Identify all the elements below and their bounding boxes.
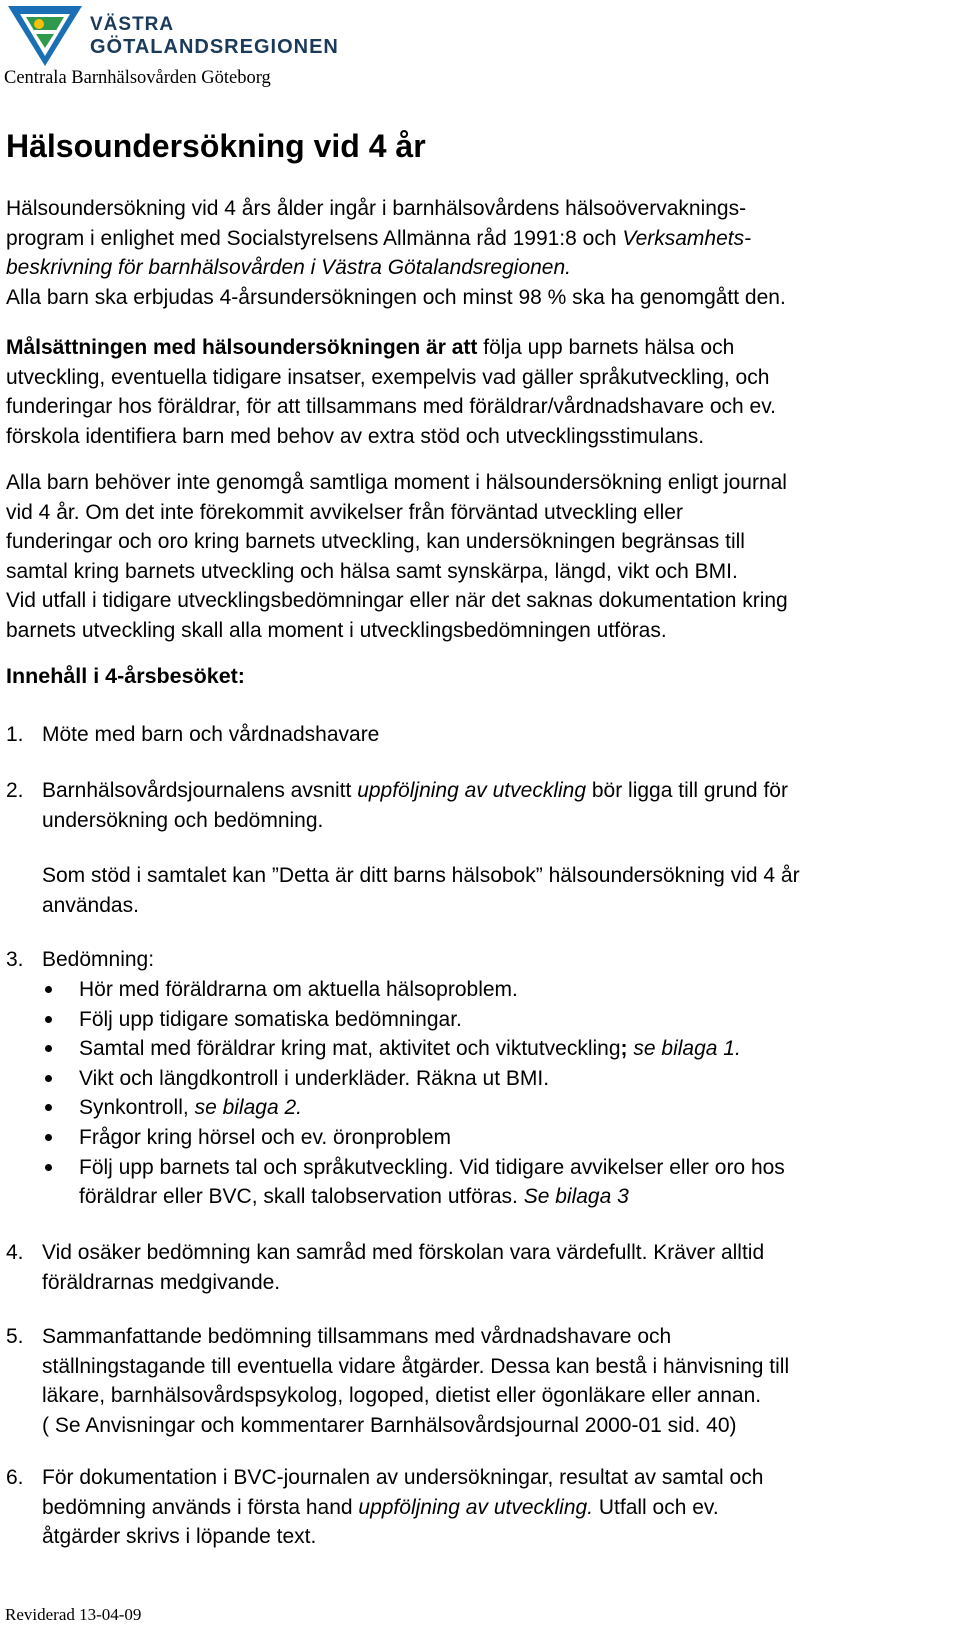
item-number-3: 3. (6, 948, 24, 971)
bullet-text: Hör med föräldrarna om aktuella hälsoproblem. (79, 978, 518, 1001)
item-2-support-line-2: användas. (42, 893, 139, 917)
bullet-text (79, 1034, 957, 1064)
item-2-support-line-1: Som stöd i samtalet kan ”Detta är ditt barns hälsobok” hälsoundersökning vid 4 år (42, 864, 800, 887)
intro-line-4: Alla barn ska erbjudas 4-årsundersökningen och minst 98 % ska ha genomgått den. (6, 285, 786, 309)
intro-line-1: Hälsoundersökning vid 4 års ålder ingår i barnhälsovårdens hälsoövervaknings- (6, 197, 747, 220)
item-text-6 (42, 1463, 957, 1552)
item-6-italic-ref: uppföljning av utveckling. (358, 1495, 594, 1519)
item-text-5 (42, 1322, 957, 1440)
bullet-7-italic-ref: Se bilaga 3 (523, 1185, 629, 1209)
bullet-icon (45, 1164, 52, 1171)
item-2-line-1 (42, 776, 957, 806)
item-6-line-3: åtgärder skrivs i löpande text. (42, 1525, 317, 1549)
bullet-icon (45, 1016, 52, 1023)
scope-line: funderingar och oro kring barnets utveckling, kan undersökningen begränsas till (6, 530, 745, 554)
bullet-text: Frågor kring hörsel och ev. öronproblem (79, 1125, 451, 1149)
item-3-line: Bedömning: (42, 948, 155, 971)
item-6-text-rest: Utfall och ev. (593, 1495, 719, 1519)
contents-heading: Innehåll i 4-årsbesöket: (6, 664, 245, 688)
goal-line-1-rest: följa upp barnets hälsa och (477, 336, 735, 359)
list-item (42, 1064, 957, 1094)
item-5-line: läkare, barnhälsovårdspsykolog, logoped, dietist eller ögonläkare eller annan. (42, 1384, 762, 1408)
item-1-line: Möte med barn och vårdnadshavare (42, 723, 380, 746)
intro-paragraph (6, 194, 956, 312)
scope-line: samtal kring barnets utveckling och hälsa samt synskärpa, längd, vikt och BMI. (6, 559, 738, 583)
item-number-2: 2. (6, 779, 24, 802)
bullet-text-continued (79, 1182, 957, 1212)
item-5-line: ( Se Anvisningar och kommentarer Barnhälsovårdsjournal 2000-01 sid. 40) (42, 1413, 737, 1437)
bullet-icon (45, 1045, 52, 1052)
scope-line: Alla barn behöver inte genomgå samtliga moment i hälsoundersökning enligt journal (6, 471, 787, 494)
list-item (42, 1093, 957, 1123)
item-2-support-text (42, 861, 957, 920)
organization-name: Centrala Barnhälsovården Göteborg (4, 68, 271, 88)
bullet-icon (45, 986, 52, 993)
item-number-1: 1. (6, 723, 24, 746)
item-5-line: Sammanfattande bedömning tillsammans med vårdnadshavare och (42, 1325, 672, 1348)
scope-line: vid 4 år. Om det inte förekommit avvikelser från förväntad utveckling eller (6, 500, 683, 524)
item-2-text-b: bör ligga till grund för (586, 779, 788, 802)
item-2-text-a: Barnhälsovårdsjournalens avsnitt (42, 779, 358, 802)
bullet-text (79, 1093, 957, 1123)
item-4-line-2: föräldrarnas medgivande. (42, 1270, 281, 1294)
bullet-icon (45, 1075, 52, 1082)
intro-line-2 (6, 224, 956, 254)
bullet-icon (45, 1104, 52, 1111)
item-2-line-2: undersökning och bedömning. (42, 808, 324, 832)
region-logo-icon (6, 4, 84, 68)
bullet-text: Följ upp tidigare somatiska bedömningar. (79, 1007, 462, 1031)
bullet-3-italic-ref: se bilaga 1. (627, 1037, 741, 1061)
goal-line-4: förskola identifiera barn med behov av extra stöd och utvecklingsstimulans. (6, 424, 705, 448)
logo-wordmark-line1: VÄSTRA (90, 14, 175, 35)
item-2-italic-ref: uppföljning av utveckling (357, 779, 587, 802)
intro-reference-italic: Verksamhets- (622, 226, 752, 250)
list-item (42, 1153, 957, 1212)
item-6-text: bedömning används i första hand (42, 1495, 359, 1519)
scope-paragraph (6, 468, 956, 646)
revision-date: Reviderad 13-04-09 (5, 1605, 142, 1624)
goal-paragraph (6, 333, 956, 451)
list-item (42, 975, 957, 1005)
goal-line-3: funderingar hos föräldrar, för att tillsammans med föräldrar/vårdnadshavare och ev. (6, 395, 776, 419)
item-text-3 (42, 945, 957, 975)
intro-line-2-text: program i enlighet med Socialstyrelsens Allmänna råd 1991:8 och (6, 226, 623, 250)
item-6-line-2 (42, 1493, 957, 1523)
bullet-7-text: föräldrar eller BVC, skall talobservation utföras. (79, 1185, 524, 1209)
logo-wordmark-line2: GÖTALANDSREGIONEN (90, 36, 339, 58)
item-text-4 (42, 1238, 957, 1297)
page-title: Hälsoundersökning vid 4 år (6, 128, 426, 164)
item-number-4: 4. (6, 1241, 24, 1264)
bullet-3-semicolon: ; (620, 1037, 628, 1061)
intro-line-3: beskrivning för barnhälsovården i Västra Götalandsregionen. (6, 256, 572, 280)
goal-lead-bold: Målsättningen med hälsoundersökningen är att (6, 336, 478, 359)
goal-line-1 (6, 333, 956, 363)
item-number-5: 5. (6, 1325, 24, 1348)
bullet-5-text: Synkontroll, (79, 1096, 195, 1120)
item-5-line: ställningstagande till eventuella vidare åtgärder. Dessa kan bestå i hänvisning till (42, 1354, 790, 1378)
bullet-5-italic-ref: se bilaga 2. (194, 1096, 302, 1120)
item-4-line-1: Vid osäker bedömning kan samråd med förskolan vara värdefullt. Kräver alltid (42, 1241, 765, 1264)
item-text-2 (42, 776, 957, 835)
scope-line: barnets utveckling skall alla moment i utvecklingsbedömningen utföras. (6, 618, 667, 642)
list-item (42, 1123, 957, 1153)
bullet-icon (45, 1134, 52, 1141)
item-text-1 (42, 720, 957, 750)
bullet-text: Följ upp barnets tal och språkutveckling. Vid tidigare avvikelser eller oro hos (79, 1155, 785, 1179)
assessment-bullet-list (42, 975, 957, 1212)
item-number-6: 6. (6, 1466, 24, 1489)
bullet-3-text: Samtal med föräldrar kring mat, aktivitet och viktutveckling (79, 1037, 621, 1061)
scope-line: Vid utfall i tidigare utvecklingsbedömningar eller när det saknas dokumentation kring (6, 589, 788, 613)
list-item (42, 1005, 957, 1035)
goal-line-2: utveckling, eventuella tidigare insatser, exempelvis vad gäller språkutveckling, och (6, 365, 770, 389)
item-6-line-1: För dokumentation i BVC-journalen av undersökningar, resultat av samtal och (42, 1466, 764, 1489)
list-item (42, 1034, 957, 1064)
bullet-text: Vikt och längdkontroll i underkläder. Räkna ut BMI. (79, 1066, 550, 1090)
